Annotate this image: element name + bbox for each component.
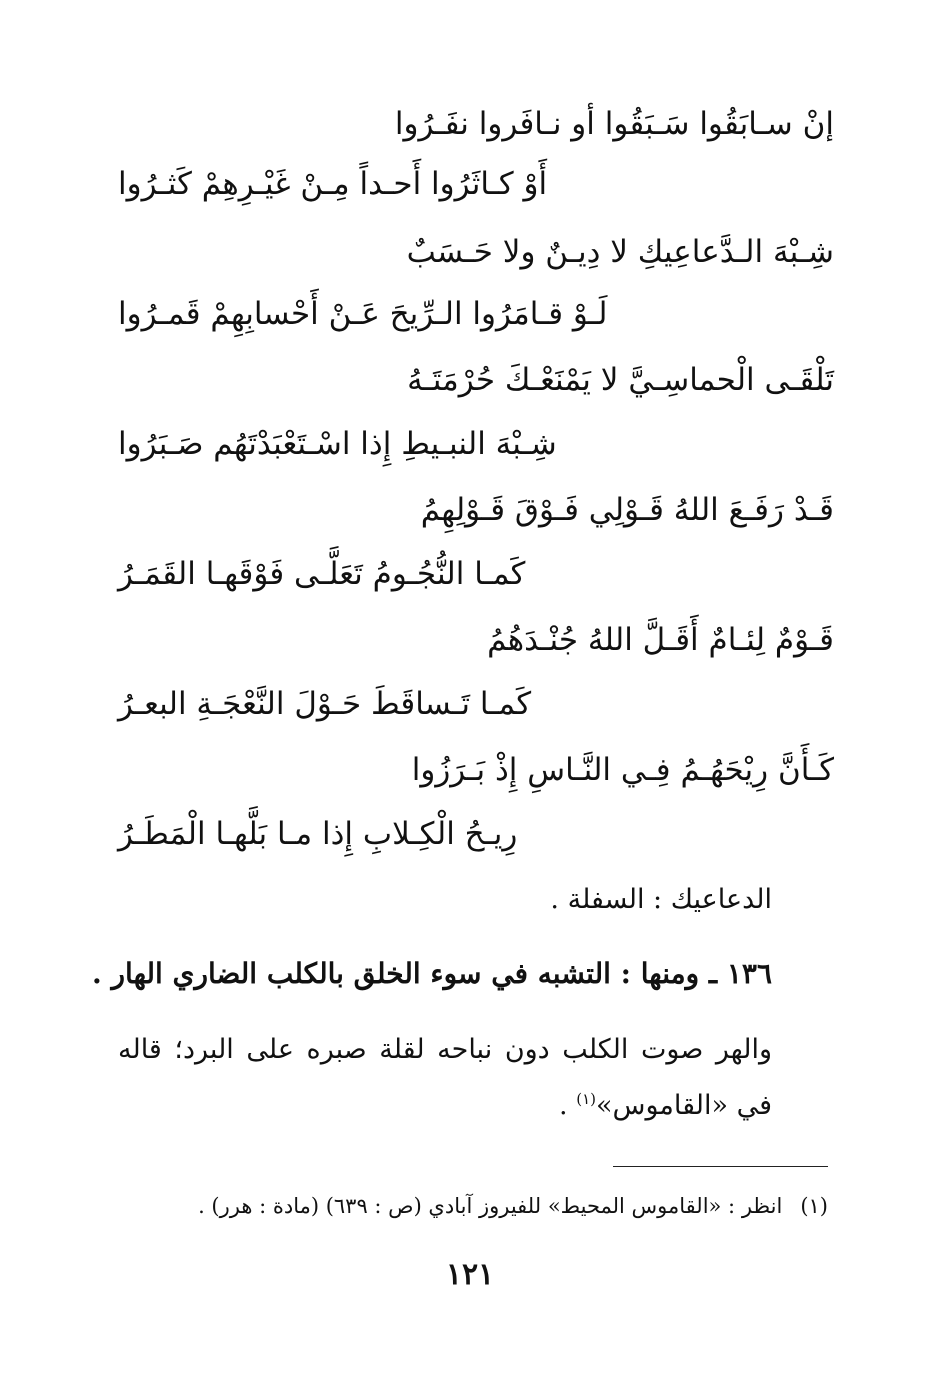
poem-line-11: كَـأَنَّ رِيْحَهُـمُ فِـي النَّـاسِ إِذْ بَـرَزُوا [411,752,834,788]
poem-line-4: لَـوْ قـامَرُوا الـرِّيحَ عَـنْ أَحْسابِهِمْ قَمـرُوا [118,296,608,332]
poem-line-10: كَمـا تَـساقَطَ حَـوْلَ النَّعْجَـةِ البعـرُ [118,686,532,722]
section-heading: ١٣٦ ـ ومنها : التشبه في سوء الخلق بالكلب الضاري الهار . [92,957,772,990]
poem-line-5: تَلْقَـى الْحماسِـيَّ لا يَمْنَعْـكَ حُرْمَتَـهُ [407,362,834,398]
footnote-text: انظر : «القاموس المحيط» للفيروز آبادي (ص : ٦٣٩) (مادة : هرر) . [198,1194,783,1218]
footnote-divider [613,1166,828,1167]
poem-line-3: شِـبْهَ الـدَّعاعِيكِ لا دِيـنٌ ولا حَـسَبٌ [406,234,834,270]
word-gloss: الدعاعيك : السفلة . [550,884,772,915]
poem-line-8: كَمـا النُّجُـومُ تَعَلَّـى فَوْقَهـا القَمَـرُ [118,556,526,592]
footnote-reference[interactable]: (١) [576,1090,596,1108]
poem-line-2: أَوْ كـاثَرُوا أَحـداً مِـنْ غَيْـرِهِمْ كَثـرُوا [118,166,548,202]
poem-line-9: قَـوْمٌ لِئـامٌ أَقَـلَّ اللهُ جُنْـدَهُمُ [487,622,834,658]
page-number: ١٢١ [445,1257,495,1292]
paragraph-end: . [559,1090,577,1121]
footnote-number: (١) [800,1194,828,1218]
poem-line-12: رِيـحُ الْكِـلابِ إِذا مـا بَلَّهـا الْمَطَـرُ [118,816,518,852]
poem-line-6: شِـبْهَ النبـيطِ إِذا اسْـتَعْبَدْتَهُم صَـبَرُوا [118,426,557,462]
paragraph-text: والهر صوت الكلب دون نباحه لقلة صبره على البرد؛ قاله في «القاموس» [118,1034,772,1121]
footnote [198,1188,828,1224]
poem-line-7: قَـدْ رَفَـعَ اللهُ قَـوْلِي فَـوْقَ قَـوْلِهِمُ [420,492,834,528]
body-paragraph [118,1022,772,1134]
poem-line-1: إنْ سـابَقُوا سَـبَقُوا أو نـافَروا نفَـرُوا [394,106,834,142]
